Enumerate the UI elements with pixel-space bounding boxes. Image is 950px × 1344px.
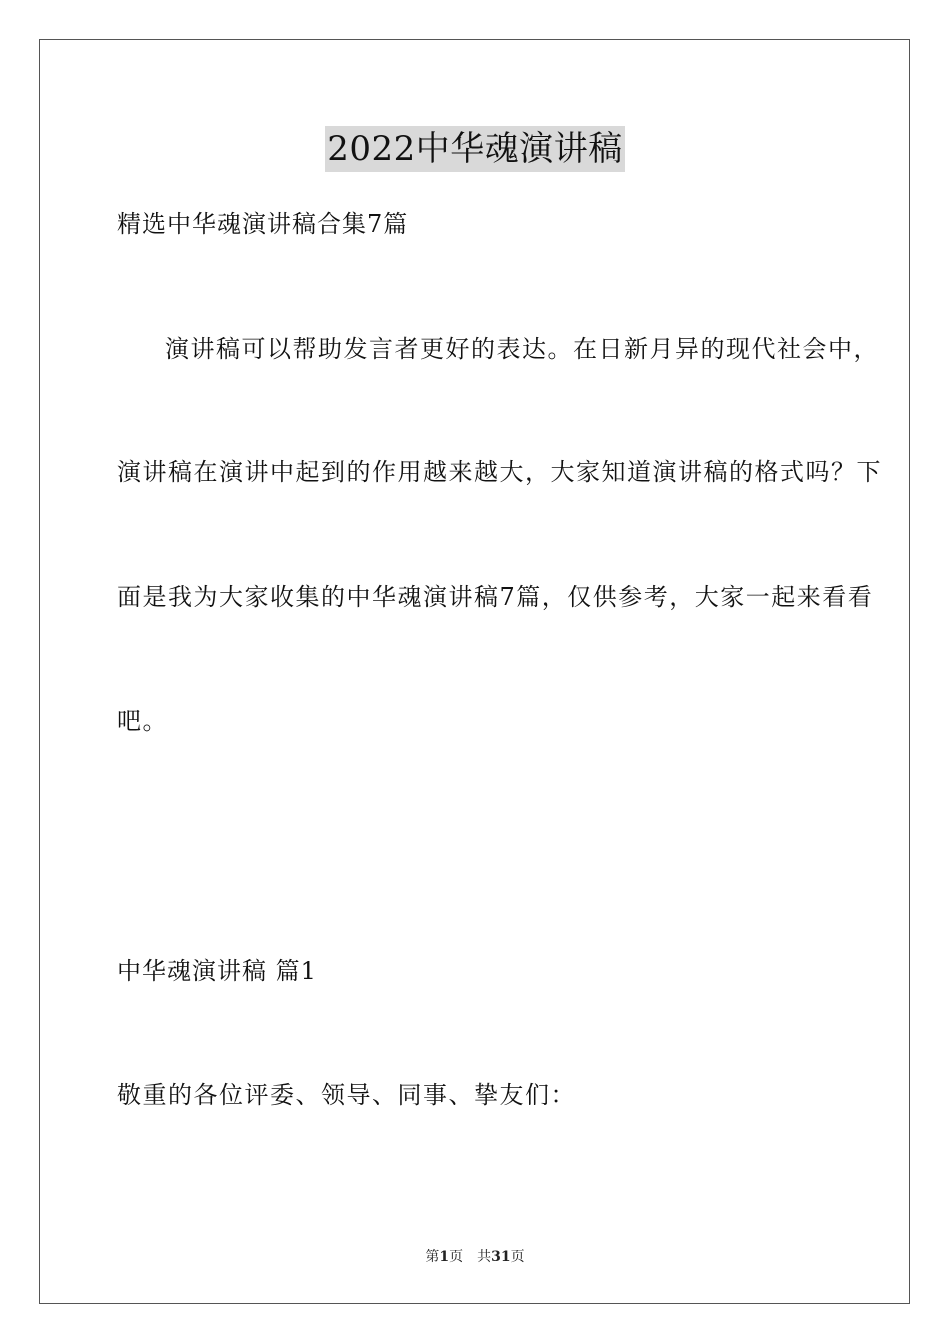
total-label-suffix: 页 bbox=[510, 1249, 525, 1265]
total-pages: 31 bbox=[491, 1249, 511, 1265]
page-number: 1 bbox=[439, 1249, 450, 1265]
intro-line-1: 演讲稿可以帮助发言者更好的表达。在日新月异的现代社会中， bbox=[165, 335, 879, 363]
document-subtitle: 精选中华魂演讲稿合集7篇 bbox=[117, 210, 409, 238]
title-container bbox=[0, 126, 950, 172]
intro-line-4: 吧。 bbox=[117, 707, 168, 735]
intro-line-2: 演讲稿在演讲中起到的作用越来越大，大家知道演讲稿的格式吗？下 bbox=[117, 458, 882, 486]
intro-line-3: 面是我为大家收集的中华魂演讲稿7篇，仅供参考，大家一起来看看 bbox=[117, 583, 874, 611]
page-label-suffix: 页 bbox=[449, 1249, 464, 1265]
greeting-line: 敬重的各位评委、领导、同事、挚友们： bbox=[117, 1081, 576, 1109]
page-footer bbox=[0, 1247, 950, 1267]
page-label-prefix: 第 bbox=[425, 1249, 440, 1265]
total-label-prefix: 共 bbox=[477, 1249, 492, 1265]
section-heading: 中华魂演讲稿 篇1 bbox=[117, 957, 317, 985]
document-title: 2022中华魂演讲稿 bbox=[325, 126, 625, 172]
